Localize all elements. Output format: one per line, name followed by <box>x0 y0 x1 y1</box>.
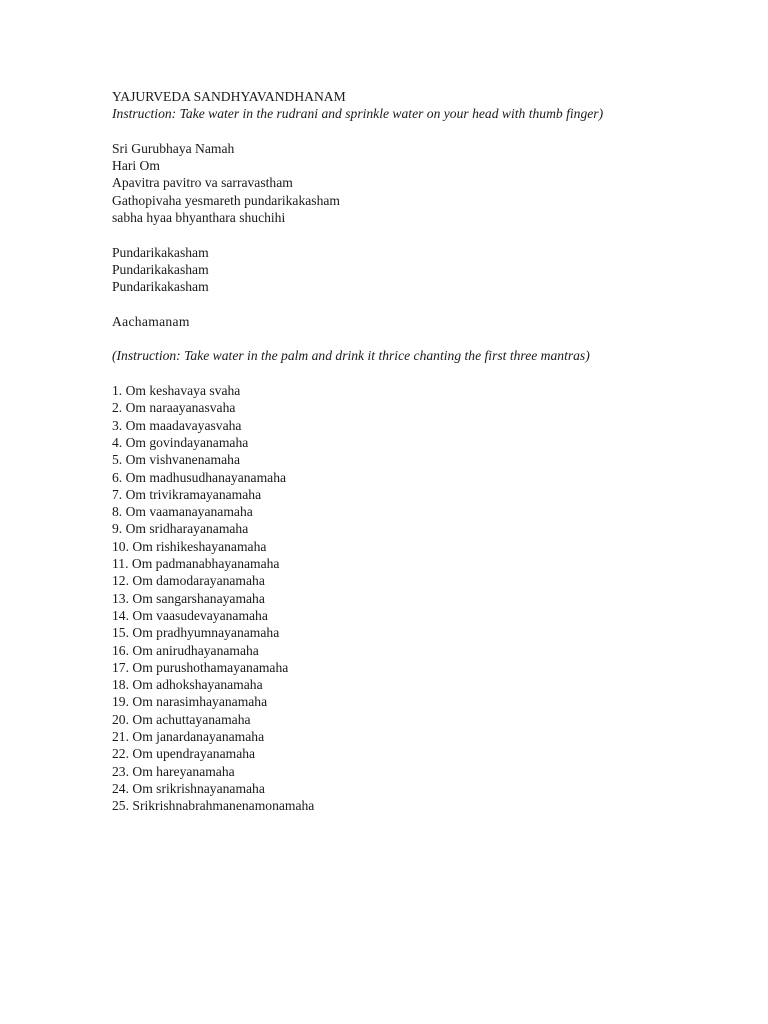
list-item: 3. Om maadavayasvaha <box>112 417 242 433</box>
repeated-line: Pundarikakasham <box>112 261 209 277</box>
list-item: 17. Om purushothamayanamaha <box>112 659 289 675</box>
list-item: 25. Srikrishnabrahmanenamonamaha <box>112 798 315 814</box>
invocation-line: Gathopivaha yesmareth pundarikakasham <box>112 192 340 208</box>
list-item: 19. Om narasimhayanamaha <box>112 694 268 710</box>
list-item: 7. Om trivikramayanamaha <box>112 486 262 502</box>
spacer <box>112 296 652 313</box>
list-item: 18. Om adhokshayanamaha <box>112 677 263 693</box>
list-item: 5. Om vishvanenamaha <box>112 452 240 468</box>
repeated-line: Pundarikakasham <box>112 244 209 260</box>
section-title: Aachamanam <box>112 313 190 329</box>
invocation-line: sabha hyaa bhyanthara shuchihi <box>112 210 286 226</box>
list-item: 9. Om sridharayanamaha <box>112 521 249 537</box>
list-item: 12. Om damodarayanamaha <box>112 573 265 589</box>
list-item: 21. Om janardanayanamaha <box>112 728 265 744</box>
list-item: 4. Om govindayanamaha <box>112 434 249 450</box>
document-page <box>112 88 652 814</box>
list-item: 8. Om vaamanayanamaha <box>112 504 253 520</box>
invocation-block <box>112 140 652 226</box>
list-item: 1. Om keshavaya svaha <box>112 383 241 399</box>
list-item: 16. Om anirudhayanamaha <box>112 642 259 658</box>
list-item: 22. Om upendrayanamaha <box>112 746 256 762</box>
list-item: 11. Om padmanabhayanamaha <box>112 556 280 572</box>
list-item: 2. Om naraayanasvaha <box>112 400 236 416</box>
invocation-line: Sri Gurubhaya Namah <box>112 140 235 156</box>
list-item: 23. Om hareyanamaha <box>112 763 235 779</box>
list-item: 13. Om sangarshanayamaha <box>112 590 265 606</box>
invocation-line: Apavitra pavitro va sarravastham <box>112 175 293 191</box>
invocation-line: Hari Om <box>112 158 160 174</box>
list-item: 14. Om vaasudevayanamaha <box>112 607 268 623</box>
document-title: YAJURVEDA SANDHYAVANDHANAM <box>112 89 346 104</box>
list-item: 10. Om rishikeshayanamaha <box>112 538 267 554</box>
drink-instruction: (Instruction: Take water in the palm and drink it thrice chanting the first three mantras) <box>112 348 590 364</box>
spacer <box>112 330 652 347</box>
list-item: 6. Om madhusudhanayanamaha <box>112 469 287 485</box>
spacer <box>112 123 652 140</box>
mantra-list <box>112 382 652 814</box>
list-item: 20. Om achuttayanamaha <box>112 711 251 727</box>
repeated-block <box>112 244 652 296</box>
list-item: 24. Om srikrishnayanamaha <box>112 780 265 796</box>
repeated-line: Pundarikakasham <box>112 279 209 295</box>
spacer <box>112 365 652 382</box>
sprinkle-instruction: Instruction: Take water in the rudrani and sprinkle water on your head with thumb finger) <box>112 106 604 122</box>
spacer <box>112 226 652 243</box>
list-item: 15. Om pradhyumnayanamaha <box>112 625 280 641</box>
